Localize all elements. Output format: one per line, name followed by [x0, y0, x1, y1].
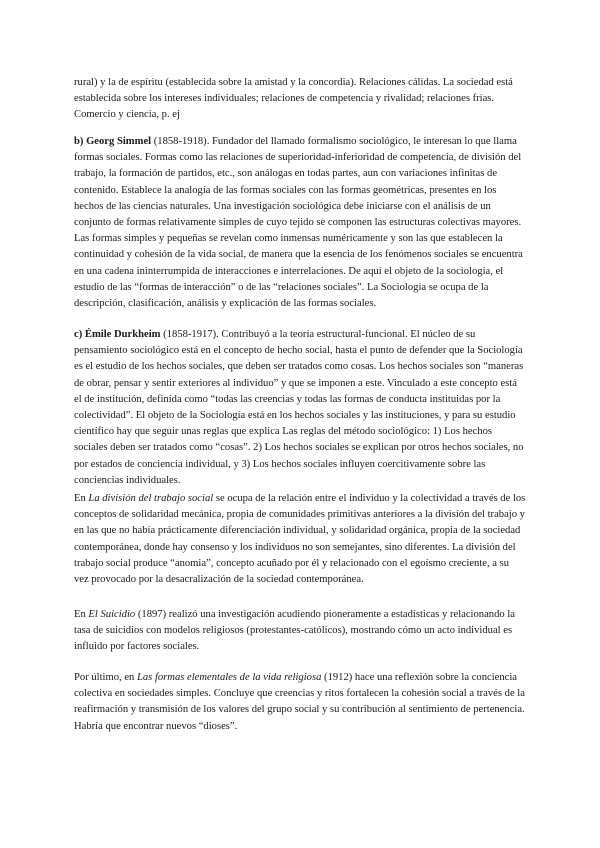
book-title: Las formas elementales de la vida religiosa [136, 672, 322, 683]
suicidio-paragraph [74, 607, 526, 656]
paragraph-text: (1897) realizó una investigación acudiendo pioneramente a estadísticas y relacionando la tasa de suicidios con modelos religiosos (protestantes-católicos), mostrando cómo un acto individual es influido por factores sociales. [74, 609, 515, 653]
simmel-paragraph [74, 134, 526, 312]
paragraph-text: (1912) hace una reflexión sobre la conciencia colectiva en sociedades simples. Concluye que creencias y ritos fortalecen la cohesión social a través de la reafirmación y transmisión de los valores del grupo social y su contribución al sentimiento de pertenencia. Habría que encontrar nuevos “dioses”. [74, 672, 525, 732]
paragraph-text: En [74, 493, 89, 504]
paragraph-text: (1858-1917). Contribuyó a la teoría estructural-funcional. El núcleo de su pensamiento sociológico está en el concepto de hecho social, hasta el punto de defender que la Sociología es el estudio de los hechos sociales, que deben ser tratados como cosas. Los hechos sociales son “maneras de obrar, pensar y sentir exteriores al individuo” y que se imponen a este. Vinculado a este concepto está el de institución, definida como “todas las creencias y todas las formas de conducta instituidas por la colectividad”. El objeto de la Sociología está en los hechos sociales y las instituciones, y para su estudio científico hay que seguir unas reglas que explica Las reglas del método sociológico: 1) Los hechos sociales deben ser tratados como “cosas”. 2) Los hechos sociales se explican por otros hechos sociales, no por estados de conciencia individual, y 3) Los hechos sociales influyen coercitivamente sobre las conciencias individuales. [74, 329, 524, 486]
book-title: La división del trabajo social [88, 493, 214, 504]
paragraph-text: se ocupa de la relación entre el individuo y la colectividad a través de los conceptos de solidaridad mecánica, propia de comunidades primitivas anteriores a la división del trabajo y en las que no había prácticamente diferenciación individual, y solidaridad orgánica, propia de la sociedad contemporánea, donde hay consenso y los individuos no son semejantes, sino diferentes. La división del trabajo social produce “anomia”, concepto acuñado por él y relacionado con el egoísmo creciente, a su vez provocado por la desacralización de la sociedad contemporánea. [74, 493, 526, 586]
division-paragraph [74, 491, 526, 588]
simmel-heading: b) Georg Simmel [74, 136, 152, 147]
paragraph-text: Por último, en [74, 672, 137, 683]
rural-paragraph [74, 75, 526, 124]
formas-elementales-paragraph [74, 670, 526, 735]
durkheim-heading: c) Émile Durkheim [74, 329, 161, 340]
paragraph-text: (1858-1918). Fundador del llamado formalismo sociológico, le interesan lo que llama formas sociales. Formas como las relaciones de superioridad-inferioridad de competencia, de división del trabajo, la formación de partidos, etc., son análogas en todas partes, aun con variaciones infinitas de contenido. Establece la analogía de las formas sociales con las formas geométricas, presentes en los hechos de las ciencias naturales. Una investigación sociológica debe iniciarse con el análisis de un conjunto de formas relativamente simples de cuyo tejido se componen las estructuras colectivas mayores. Las formas simples y pequeñas se revelan como inmensas numéricamente y son las que establecen la continuidad y cohesión de la vida social, de manera que la esencia de los fenómenos sociales se encuentra en una cadena ininterrumpida de interacciones e interrelaciones. De aquí el objeto de la sociología, el estudio de las “formas de interacción” o de las “relaciones sociales”. La Sociología se ocupa de la descripción, clasificación, análisis y explicación de las formas sociales. [74, 136, 523, 310]
paragraph-text: rural) y la de espíritu (establecida sobre la amistad y la concordia). Relaciones cálidas. La sociedad está establecida sobre los intereses individuales; relaciones de competencia y rivalidad; relaciones frías. Comercio y ciencia, p. ej [74, 77, 513, 121]
paragraph-text: En [74, 609, 89, 620]
durkheim-paragraph [74, 327, 526, 489]
book-title: El Suicidio [88, 609, 136, 620]
